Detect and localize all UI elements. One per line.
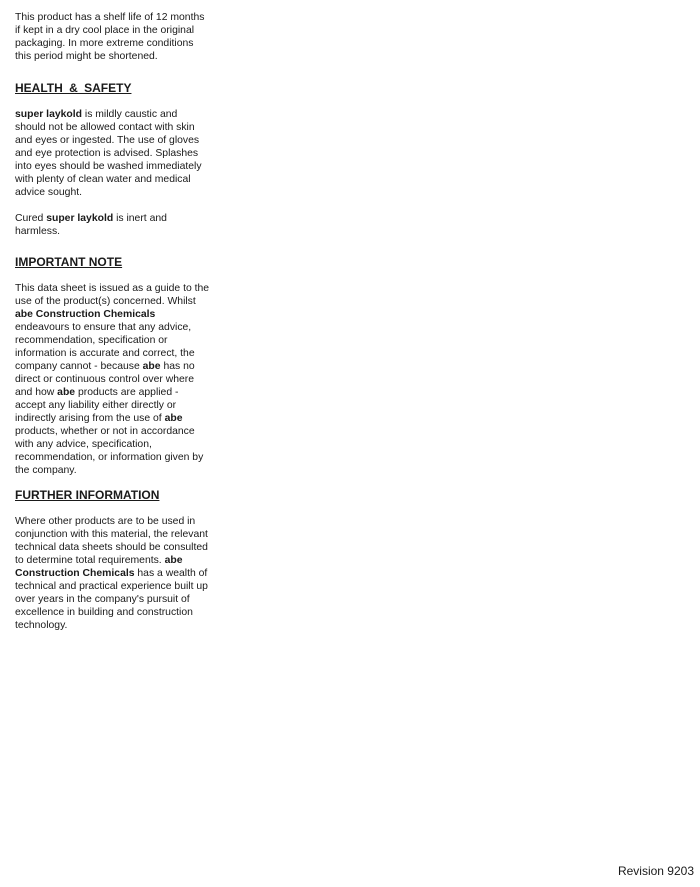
product-name: super laykold	[15, 109, 82, 120]
company-short-name: abe	[164, 413, 183, 424]
company-name: abe Construction Chemicals	[15, 309, 156, 320]
further-information-paragraph	[15, 515, 210, 632]
health-safety-paragraph-2	[15, 212, 210, 238]
health-safety-text-1: is mildly caustic and should not be allowed contact with skin and eyes or ingested. The use of gloves and eye protection is advised. Splashes into eyes should be washed immediately with plenty of clean water and medical advice sought.	[15, 109, 202, 198]
health-safety-heading: HEALTH & SAFETY	[15, 81, 132, 95]
important-note-paragraph	[15, 282, 210, 477]
product-name: super laykold	[46, 213, 114, 224]
important-note-text-3: has no direct or continuous control over where and how	[15, 361, 195, 398]
important-note-text-2: endeavours to ensure that any advice, recommendation, specification or information is accurate and correct, the company cannot - because	[15, 322, 195, 372]
text-column	[15, 11, 210, 632]
company-short-name: abe	[142, 361, 161, 372]
important-note-text-5: products, whether or not in accordance with any advice, specification, recommendation, or information given by the company.	[15, 426, 204, 476]
important-note-heading: IMPORTANT NOTE	[15, 255, 123, 269]
cured-prefix: Cured	[15, 213, 47, 224]
revision-label: Revision 9203	[617, 864, 694, 878]
important-note-text-4: products are applied - accept any liability either directly or indirectly arising from the use of	[15, 387, 179, 424]
further-information-text-1: Where other products are to be used in conjunction with this material, the relevant technical data sheets should be consulted to determine total requirements.	[15, 516, 208, 566]
shelf-life-paragraph: This product has a shelf life of 12 months if kept in a dry cool place in the original packaging. In more extreme conditions this period might be shortened.	[15, 12, 205, 62]
important-note-text-1: This data sheet is issued as a guide to the use of the product(s) concerned. Whilst	[15, 283, 210, 307]
health-safety-text-2: is inert and harmless.	[15, 213, 167, 237]
further-information-text-2: has a wealth of technical and practical experience built up over years in the company's pursuit of excellence in building and construction technology.	[15, 568, 208, 631]
company-name: abe Construction Chemicals	[15, 555, 183, 579]
health-safety-paragraph-1	[15, 108, 210, 199]
company-short-name: abe	[57, 387, 76, 398]
further-information-heading: FURTHER INFORMATION	[15, 488, 160, 502]
